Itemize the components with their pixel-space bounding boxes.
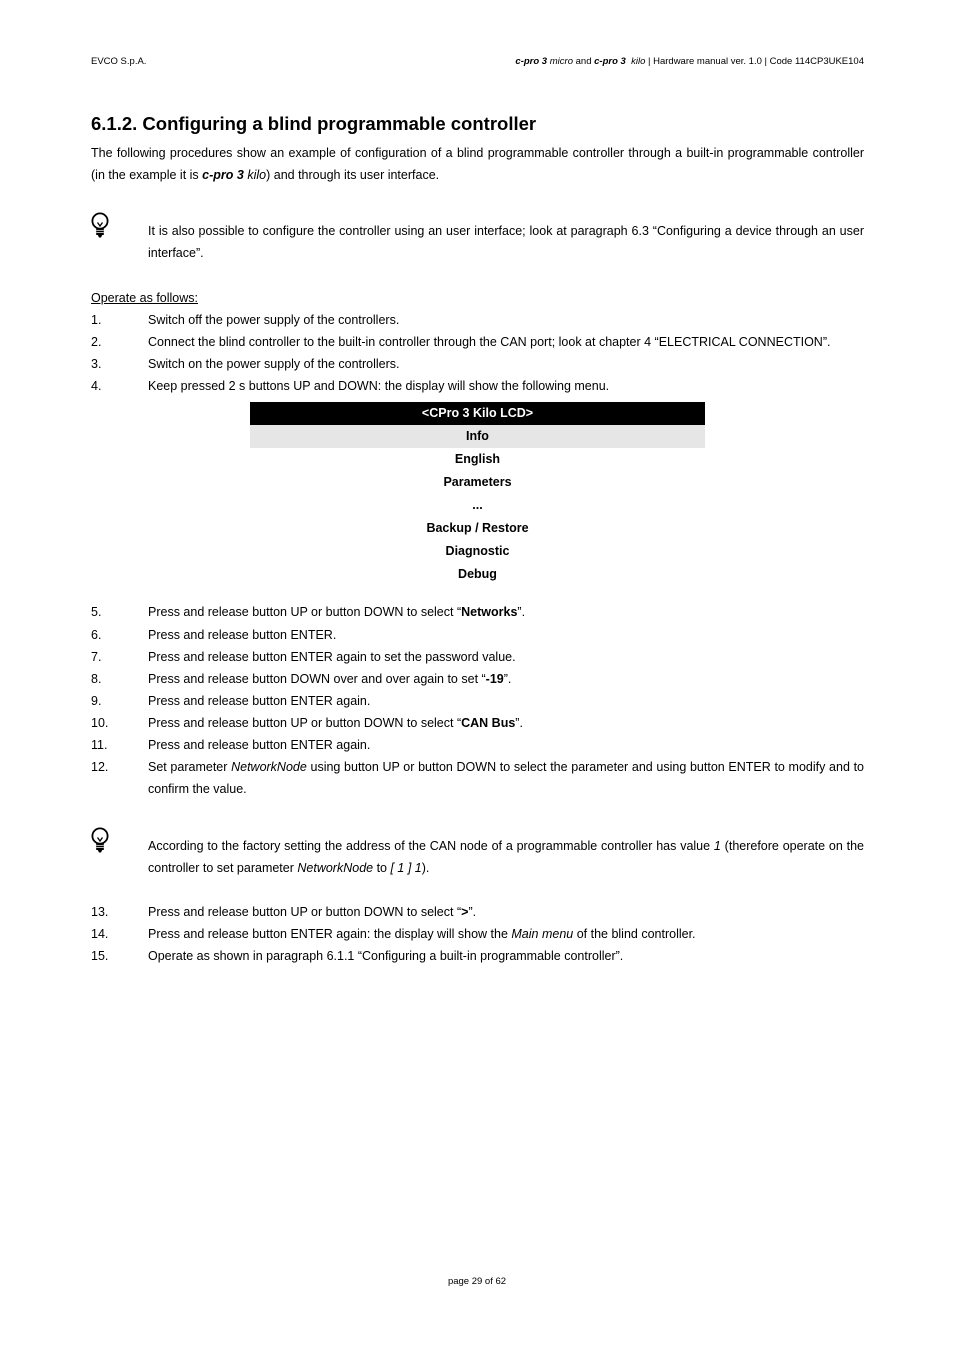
menu-item-debug: Debug <box>458 567 497 581</box>
header-manual-info <box>515 56 864 67</box>
list-item: 4. Keep pressed 2 s buttons UP and DOWN: the display will show the following menu. <box>91 379 610 393</box>
section-title: 6.1.2. Configuring a blind programmable controller <box>91 113 537 134</box>
list-item: 12. Set parameter NetworkNode using button UP or button DOWN to select the parameter and using button ENTER to modify and to confirm the value. <box>91 760 864 796</box>
menu-item-backup-restore: Backup / Restore <box>426 521 529 535</box>
menu-item-english: English <box>454 452 501 466</box>
intro-paragraph <box>91 142 864 186</box>
intro-text-2: ) and through its user interface. <box>266 168 440 182</box>
note-1-text: It is also possible to configure the controller using an user interface; look at paragraph 6.3 “Configuring a device through an user interface”. <box>148 224 864 260</box>
list-item: 11. Press and release button ENTER again. <box>91 738 371 752</box>
list-item: 14. Press and release button ENTER again: the display will show the Main menu of the blind controller. <box>91 927 696 941</box>
header-product2-suffix: kilo <box>631 56 646 67</box>
header-rest: | Hardware manual ver. 1.0 | Code 114CP3UKE104 <box>648 56 864 67</box>
lcd-menu-display <box>250 402 705 586</box>
intro-text-1: The following procedures show an example of configuration of a blind programmable controller through a built-in programmable controller (in the example it is <box>91 146 864 182</box>
list-item: 8. Press and release button DOWN over and over again to set “-19”. <box>91 672 512 686</box>
list-item: 3. Switch on the power supply of the controllers. <box>91 357 400 371</box>
menu-item-parameters: Parameters <box>443 475 512 489</box>
operate-label: Operate as follows: <box>91 291 198 305</box>
list-item: 2. Connect the blind controller to the built-in controller through the CAN port; look at chapter 4 “ELECTRICAL CONNECTION”. <box>91 335 831 349</box>
list-item: 1. Switch off the power supply of the controllers. <box>91 313 400 327</box>
menu-item-diagnostic: Diagnostic <box>445 544 510 558</box>
list-item: 10. Press and release button UP or button DOWN to select “CAN Bus”. <box>91 716 523 730</box>
list-item: 7. Press and release button ENTER again to set the password value. <box>91 650 516 664</box>
header-product2: c-pro 3 <box>594 56 626 67</box>
intro-product-suffix: kilo <box>247 168 267 182</box>
menu-header: <CPro 3 Kilo LCD> <box>250 402 705 425</box>
header-and: and <box>575 56 592 67</box>
header-product1: c-pro 3 <box>515 56 548 67</box>
list-item: 6. Press and release button ENTER. <box>91 628 337 642</box>
page-number: page 29 of 62 <box>447 1276 507 1287</box>
list-item: 15. Operate as shown in paragraph 6.1.1 “Configuring a built-in programmable controller”. <box>91 949 624 963</box>
list-item: 9. Press and release button ENTER again. <box>91 694 371 708</box>
lightbulb-icon <box>90 212 110 238</box>
header-company: EVCO S.p.A. <box>91 56 147 67</box>
list-item: 13. Press and release button UP or button DOWN to select “>”. <box>91 905 477 919</box>
menu-item-ellipsis: ... <box>472 498 483 512</box>
list-item: 5. Press and release button UP or button DOWN to select “Networks”. <box>91 605 526 619</box>
note-2-text: According to the factory setting the address of the CAN node of a programmable controller has value 1 (therefore operate on the controller to set parameter NetworkNode to [ 1 ] 1). <box>148 839 865 875</box>
lightbulb-icon <box>90 827 110 853</box>
intro-product: c-pro 3 <box>202 168 244 182</box>
header-product1-suffix: micro <box>549 56 573 67</box>
menu-item-info: Info <box>250 425 705 448</box>
